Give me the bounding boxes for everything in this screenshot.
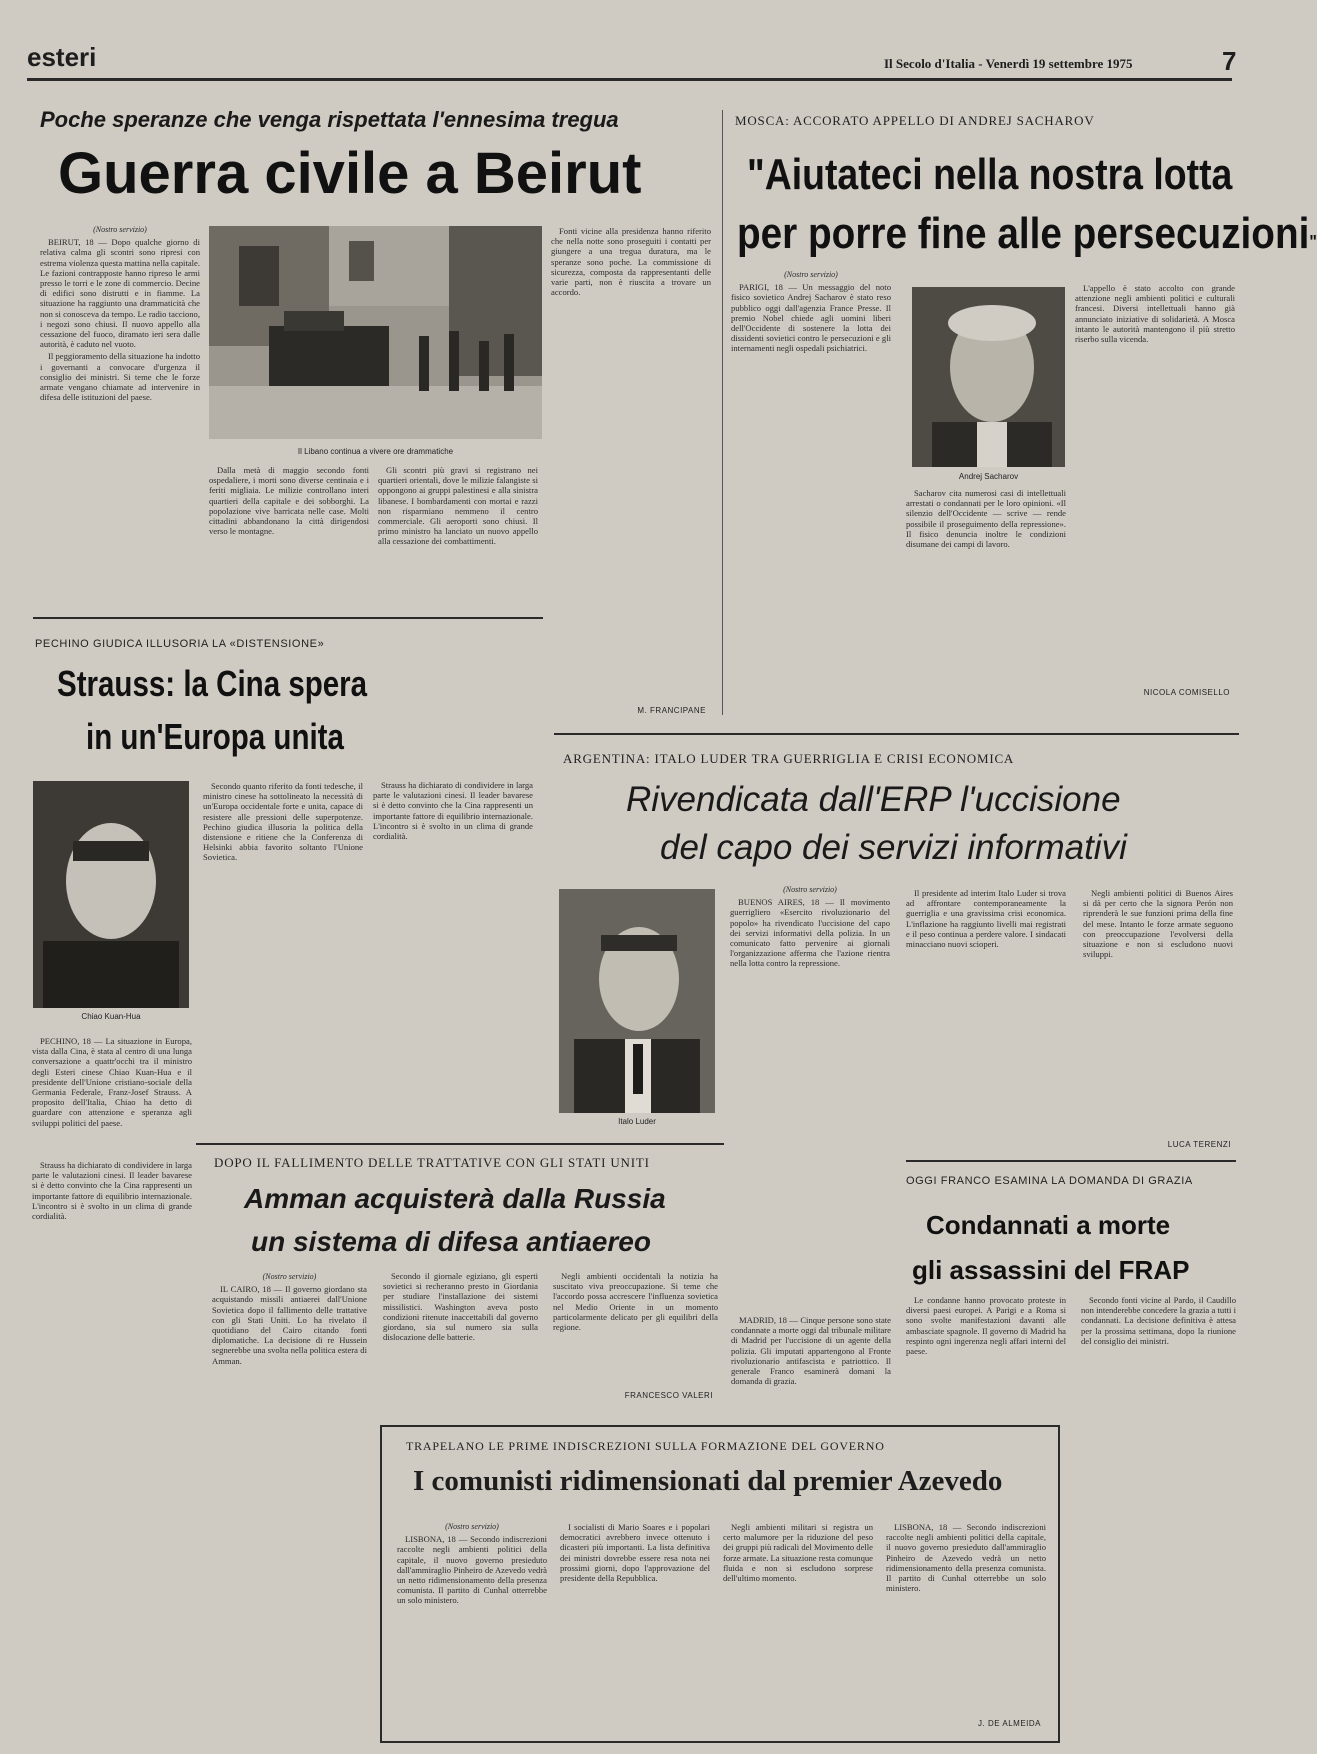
frap-col3 [1081, 1295, 1236, 1742]
beirut-kicker: Poche speranze che venga rispettata l'ennesima tregua [40, 107, 619, 132]
sacharov-kicker: MOSCA: ACCORATO APPELLO DI ANDREJ SACHAROV [735, 113, 1095, 128]
azevedo-headline: I comunisti ridimensionati dal premier Azevedo [413, 1465, 1003, 1497]
argentina-byline: (Nostro servizio) [783, 885, 837, 894]
argentina-col3 [1083, 888, 1233, 1135]
sacharov-photo [912, 287, 1065, 467]
sacharov-headline-line2 [737, 209, 1317, 259]
argentina-photo-caption: Italo Luder [618, 1117, 656, 1126]
azevedo-kicker: TRAPELANO LE PRIME INDISCREZIONI SULLA FORMAZIONE DEL GOVERNO [406, 1439, 885, 1453]
amman-byline: (Nostro servizio) [262, 1272, 317, 1281]
strauss-col1 [32, 1036, 192, 1155]
amman-col1 [212, 1272, 367, 1742]
header-rule [27, 78, 1232, 81]
azevedo-signature: J. DE ALMEIDA [978, 1719, 1041, 1728]
chiao-portrait [33, 781, 189, 1008]
page-number: 7 [1222, 46, 1237, 76]
section-label: esteri [27, 42, 97, 72]
amman-kicker: DOPO IL FALLIMENTO DELLE TRATTATIVE CON GLI STATI UNITI [214, 1155, 650, 1170]
amman-headline-line2: un sistema di difesa antiaereo [251, 1226, 651, 1257]
sacharov-col3-text: L'appello è stato accolto con grande attenzione negli ambienti politici e culturali francesi. Diversi intellettuali hanno già annunciato iniziative di solidarietà. A Mosca intanto le autorità mantengono il più stretto riserbo sulla vicenda. [1075, 283, 1235, 345]
sacharov-photo-caption: Andrej Sacharov [958, 472, 1019, 481]
sacharov-headline-line1: "Aiutateci nella nostra lotta [747, 150, 1233, 199]
beirut-col2 [209, 465, 369, 602]
strauss-headline-line1: Strauss: la Cina spera [57, 663, 368, 704]
frap-col1 [731, 1315, 891, 1430]
frap-kicker: OGGI FRANCO ESAMINA LA DOMANDA DI GRAZIA [906, 1175, 1193, 1187]
amman-col2 [383, 1271, 538, 1421]
beirut-col1b-text: Il peggioramento della situazione ha indotto i governanti a convocare d'urgenza il consiglio dei ministri. Si teme che le forze armate vengano chiamate ad intervenire in difesa delle istituzioni del paese. [40, 351, 200, 403]
azevedo-col1-text: LISBONA, 18 — Secondo indiscrezioni raccolte negli ambienti politici della capitale, il nuovo governo presieduto dall'ammiraglio Pinheiro de Azevedo vedrà un netto ridimensionamento della presenza comunista. Il partito di Cunhal otterrebbe un solo ministero. [397, 1534, 547, 1606]
amman-col3 [553, 1271, 718, 1387]
strauss-continuation-text: Strauss ha dichiarato di condividere in larga parte le valutazioni cinesi. Il leader bavarese si è detto convinto che la Cina rappresenti un importante fattore di equilibrio internazionale. L'incontro si è svolto in un clima di grande cordialità. [32, 1160, 192, 1222]
argentina-kicker: ARGENTINA: ITALO LUDER TRA GUERRIGLIA E CRISI ECONOMICA [563, 751, 1015, 766]
sacharov-byline: (Nostro servizio) [784, 270, 838, 279]
divider-strauss-amman [196, 1143, 724, 1145]
argentina-col1 [730, 885, 890, 1155]
azevedo-byline: (Nostro servizio) [445, 1522, 499, 1531]
azevedo-col2 [560, 1522, 710, 1732]
divider-vertical-center [722, 110, 723, 715]
divider-argentina-frap [906, 1160, 1236, 1162]
sacharov-col3 [1075, 283, 1235, 685]
frap-col1-text: MADRID, 18 — Cinque persone sono state condannate a morte oggi dal tribunale militare di Madrid per l'uccisione di un agente della polizia. Gli imputati appartengono al Fronte rivoluzionario antifascista e patriottico. Il generale Franco esaminerà domani la domanda di grazia. [731, 1315, 891, 1387]
beirut-photo-caption: Il Libano continua a vivere ore drammatiche [297, 447, 454, 456]
sacharov-portrait [912, 287, 1065, 467]
frap-col3-text: Secondo fonti vicine al Pardo, il Caudillo non intenderebbe concedere la grazia a tutti i condannati. La decisione definitiva è attesa per la prossima settimana, dopo la riunione del consiglio dei ministri. [1081, 1295, 1236, 1346]
strauss-col2 [203, 781, 363, 1131]
amman-signature: FRANCESCO VALERI [624, 1391, 713, 1400]
frap-col2 [906, 1295, 1066, 1425]
sacharov-headline-end: " [1309, 232, 1317, 252]
sacharov-signature: NICOLA COMISELLO [1143, 688, 1230, 697]
sacharov-col2-text: Sacharov cita numerosi casi di intellettuali arrestati o condannati per le loro opinioni. «Il silenzio dell'Occidente — scrive — rende possibile il proseguimento della repressione». Il fisico denuncia inoltre le condizioni disumane dei campi di lavoro. [906, 488, 1066, 550]
argentina-col3-text: Negli ambienti politici di Buenos Aires si dà per certo che la signora Perón non riprenderà le sue funzioni prima della fine del mese. Intanto le forze armate seguono con preoccupazione l'evolversi della situazione e non si escludono nuovi sviluppi. [1083, 888, 1233, 960]
sacharov-col2 [906, 488, 1066, 703]
beirut-byline: (Nostro servizio) [93, 225, 147, 234]
azevedo-col3 [723, 1522, 873, 1732]
strauss-continuation [32, 1160, 192, 1740]
amman-col3-text: Negli ambienti occidentali la notizia ha suscitato viva preoccupazione. Si teme che l'accordo possa accrescere l'influenza sovietica nel Medio Oriente in un momento particolarmente delicato per gli equilibri della regione. [553, 1271, 718, 1333]
divider-beirut-strauss [33, 617, 543, 619]
azevedo-col4 [886, 1522, 1046, 1712]
amman-col1-text: IL CAIRO, 18 — Il governo giordano sta acquistando missili antiaerei dall'Unione Sovietica dopo il fallimento delle trattative con gli Stati Uniti. Lo ha rivelato il quotidiano del Cairo citando fonti diplomatiche. La decisione di re Hussein segnerebbe una svolta nella politica estera di Amman. [212, 1284, 367, 1366]
beirut-headline: Guerra civile a Beirut [58, 141, 642, 206]
masthead: Il Secolo d'Italia - Venerdì 19 settembre 1975 [884, 56, 1133, 71]
argentina-photo [559, 889, 715, 1113]
strauss-col1-text: PECHINO, 18 — La situazione in Europa, vista dalla Cina, è stata al centro di una lunga conversazione a quattr'occhi tra il ministro degli Esteri cinese Chiao Kuan-Hua e il presidente dell'Unione cristiano-sociale della Germania Federale, Franz-Josef Strauss. A proposito dell'Italia, Chiao ha detto di guardare con attenzione e speranza agli sviluppi politici del paese. [32, 1036, 192, 1128]
argentina-col2 [906, 888, 1066, 1153]
beirut-col4-text: Fonti vicine alla presidenza hanno riferito che nella notte sono proseguiti i contatti per giungere a una tregua duratura, ma le speranze sono poche. La commissione di sicurezza, composta da rappresentanti delle varie parti, non è riuscita a trovare un accordo. [551, 226, 711, 298]
strauss-photo [33, 781, 189, 1008]
beirut-col2-text: Dalla metà di maggio secondo fonti ospedaliere, i morti sono diverse centinaia e i feriti migliaia. Le milizie controllano interi quartieri della capitale e dei sobborghi. La popolazione vive barricata nelle case. Molti cittadini abbandonano la città dirigendosi verso le montagne. [209, 465, 369, 537]
frap-col2-text: Le condanne hanno provocato proteste in diversi paesi europei. A Parigi e a Roma si sono svolte manifestazioni davanti alle ambasciate spagnole. Il governo di Madrid ha respinto ogni ingerenza negli affari interni del paese. [906, 1295, 1066, 1357]
azevedo-col3-text: Negli ambienti militari si registra un certo malumore per la riduzione del peso dei gruppi più radicali del Movimento delle forze armate. La situazione resta comunque fluida e non si escludono sorprese dell'ultimo momento. [723, 1522, 873, 1584]
beirut-col1-text: BEIRUT, 18 — Dopo qualche giorno di relativa calma gli scontri sono ripresi con estrema violenza questa mattina nella capitale. Le fazioni contrapposte hanno ripreso le armi presso le torri e le zone di commercio. Decine di edifici sono distrutti e in fiamme. La situazione ha raggiunto una drammaticità che non si conosceva da tempo. Le radio tacciono, i negozi sono chiusi. Il nuovo appello alla cessazione del fuoco, diramato ieri sera dalle autorità, è caduto nel vuoto. [40, 237, 200, 350]
argentina-col2-text: Il presidente ad interim Italo Luder si trova ad affrontare contemporaneamente la guerriglia e una gravissima crisi economica. L'inflazione ha raggiunto livelli mai registrati e il peso continua a perdere valore. I sindacati minacciano nuovi scioperi. [906, 888, 1066, 950]
azevedo-box [380, 1425, 1060, 1743]
strauss-kicker: PECHINO GIUDICA ILLUSORIA LA «DISTENSIONE» [35, 638, 325, 650]
sacharov-headline-line2-text: per porre fine alle persecuzioni [737, 209, 1310, 258]
beirut-col1 [40, 225, 200, 602]
strauss-col3 [373, 780, 533, 1131]
amman-col2-text: Secondo il giornale egiziano, gli esperti sovietici si recheranno presto in Giordania per studiare l'installazione dei sistemi missilistici. Washington aveva posto condizioni ritenute inaccettabili dal governo giordano, sia sul numero sia sulla dislocazione delle batterie. [383, 1271, 538, 1343]
frap-headline-line2: gli assassini del FRAP [912, 1255, 1190, 1285]
beirut-col3 [378, 465, 538, 602]
argentina-signature: LUCA TERENZI [1167, 1140, 1231, 1149]
sacharov-col1 [731, 270, 891, 703]
strauss-col3-text: Strauss ha dichiarato di condividere in larga parte le valutazioni cinesi. Il leader bavarese si è detto convinto che la Cina rappresenti un importante fattore di equilibrio internazionale. L'incontro si è svolto in un clima di grande cordialità. [373, 780, 533, 842]
luder-portrait [559, 889, 715, 1113]
beirut-col3-text: Gli scontri più gravi si registrano nei quartieri orientali, dove le milizie falangiste si oppongono ai gruppi palestinesi e alla sinistra libanese. I bombardamenti con mortai e razzi non risparmiano nemmeno il centro commerciale. Gli aeroporti sono chiusi. Il primo ministro ha lanciato un nuovo appello alla cessazione dei combattimenti. [378, 465, 538, 547]
argentina-headline-line1: Rivendicata dall'ERP l'uccisione [626, 780, 1121, 819]
strauss-col2-text: Secondo quanto riferito da fonti tedesche, il ministro cinese ha sottolineato la necessità di un'Europa occidentale forte e unita, capace di resistere alle pressioni delle superpotenze. Pechino giudica illusoria la politica della distensione e ritiene che la Conferenza di Helsinki abbia favorito soltanto l'Unione Sovietica. [203, 781, 363, 863]
strauss-photo-caption: Chiao Kuan-Hua [81, 1012, 141, 1021]
amman-headline-line1: Amman acquisterà dalla Russia [244, 1183, 666, 1214]
azevedo-col2-text: I socialisti di Mario Soares e i popolari democratici avrebbero invece ottenuto i dicasteri più importanti. La lista definitiva dei ministri dovrebbe essere resa nota nei prossimi giorni, dopo l'approvazione del presidente della Repubblica. [560, 1522, 710, 1584]
beirut-photo [209, 226, 542, 439]
frap-headline-line1: Condannati a morte [926, 1210, 1171, 1240]
argentina-col1-text: BUENOS AIRES, 18 — Il movimento guerrigliero «Esercito rivoluzionario del popolo» ha rivendicato l'uccisione del capo dei servizi informativi della polizia. In un comunicato fatto pervenire ai giornali l'organizzazione afferma che l'azione rientra nella lotta contro la repressione. [730, 897, 890, 969]
beirut-signature: M. FRANCIPANE [637, 706, 706, 715]
azevedo-col4-text: LISBONA, 18 — Secondo indiscrezioni raccolte negli ambienti politici della capitale, il nuovo governo presieduto dall'ammiraglio Pinheiro de Azevedo vedrà un netto ridimensionamento della presenza comunista. Il partito di Cunhal otterrebbe un solo ministero. [886, 1522, 1046, 1594]
argentina-headline-line2: del capo dei servizi informativi [660, 828, 1127, 867]
beirut-photo-scene [209, 226, 542, 439]
azevedo-col1 [397, 1522, 547, 1732]
sacharov-col1-text: PARIGI, 18 — Un messaggio del noto fisico sovietico Andrej Sacharov è stato reso pubblico oggi dall'agenzia France Presse. Il premio Nobel chiede agli uomini liberi dell'Occidente di sostenere la lotta dei dissidenti sovietici contro le persecuzioni e gli internamenti negli ospedali psichiatrici. [731, 282, 891, 354]
divider-sacharov-argentina [554, 733, 1239, 735]
strauss-headline-line2: in un'Europa unita [86, 716, 344, 757]
